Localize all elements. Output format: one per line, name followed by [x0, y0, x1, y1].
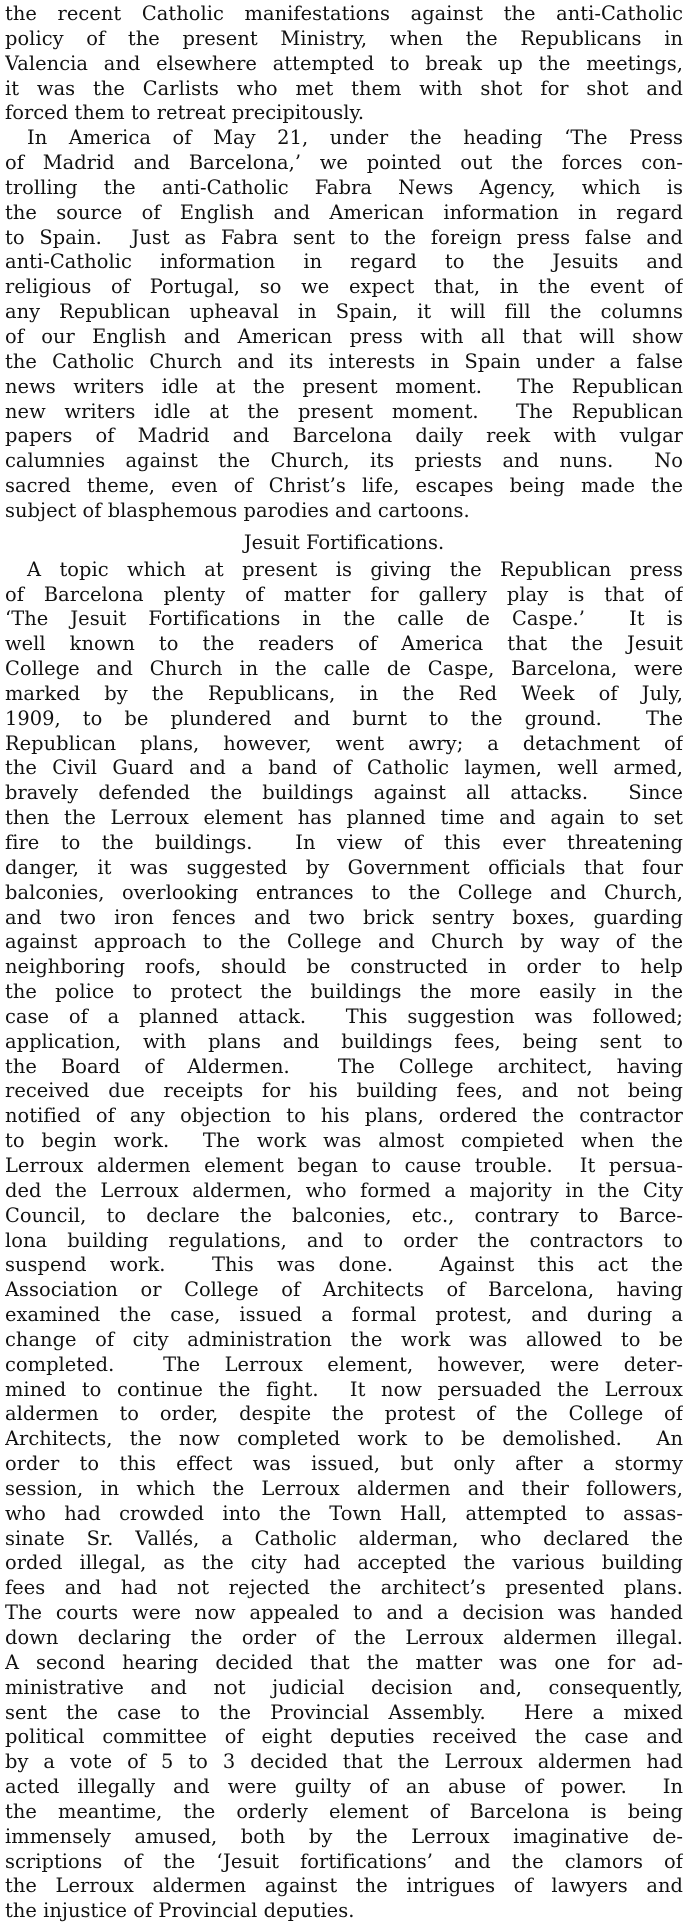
text-line: 1909, to be plundered and burnt to the ground. The	[5, 706, 683, 730]
paragraph-3	[5, 558, 683, 1924]
paragraph-1	[5, 2, 683, 126]
text-line: subject of blasphemous parodies and cartoons.	[5, 498, 470, 522]
text-line: Association or College of Architects of Barcelona, having	[5, 1278, 683, 1302]
paragraph-2	[5, 126, 683, 524]
text-line: application, with plans and buildings fees, being sent to	[5, 1029, 683, 1053]
text-line: the meantime, the orderly element of Barcelona is being	[5, 1799, 683, 1823]
text-line: marked by the Republicans, in the Red Week of July,	[5, 681, 683, 705]
text-line: Valencia and elsewhere attempted to break up the meetings,	[5, 51, 683, 75]
text-line: political committee of eight deputies received the case and	[5, 1725, 683, 1749]
text-line: case of a planned attack. This suggestion was followed;	[5, 1004, 683, 1028]
text-line: A second hearing decided that the matter was one for ad-	[5, 1650, 683, 1674]
text-line: of Barcelona plenty of matter for gallery play is that of	[5, 582, 683, 606]
text-line: the Catholic Church and its interests in Spain under a false	[5, 349, 683, 373]
text-line: received due receipts for his building fees, and not being	[5, 1079, 683, 1103]
text-line: ‘The Jesuit Fortifications in the calle de Caspe.’ It is	[5, 607, 683, 631]
text-line: session, in which the Lerroux aldermen and their followers,	[5, 1476, 683, 1500]
text-line: orded illegal, as the city had accepted the various building	[5, 1551, 683, 1575]
text-line: any Republican upheaval in Spain, it will fill the columns	[5, 300, 683, 324]
text-line: ded the Lerroux aldermen, who formed a majority in the City	[5, 1178, 683, 1202]
text-line: In America of May 21, under the heading ‘The Press	[27, 126, 683, 150]
text-line: Council, to declare the balconies, etc., contrary to Barce-	[5, 1203, 683, 1227]
text-line: the Board of Aldermen. The College architect, having	[5, 1054, 683, 1078]
text-line: religious of Portugal, so we expect that, in the event of	[5, 275, 683, 299]
text-line: Architects, the now completed work to be demolished. An	[5, 1427, 683, 1451]
text-line: A topic which at present is giving the Republican press	[27, 557, 683, 581]
text-line: to Spain. Just as Fabra sent to the foreign press false and	[5, 225, 683, 249]
text-line: the source of English and American information in regard	[5, 200, 683, 224]
text-line: the Civil Guard and a band of Catholic laymen, well armed,	[5, 756, 683, 780]
text-line: bravely defended the buildings against all attacks. Since	[5, 781, 683, 805]
text-line: policy of the present Ministry, when the Republicans in	[5, 26, 683, 50]
text-line: fire to the buildings. In view of this ever threatening	[5, 831, 683, 854]
text-line: lona building regulations, and to order the contractors to	[5, 1228, 683, 1252]
text-line: College and Church in the calle de Caspe, Barcelona, were	[5, 657, 683, 681]
text-line: Lerroux aldermen element began to cause trouble. It persua-	[5, 1153, 683, 1177]
text-line: trolling the anti-Catholic Fabra News Agency, which is	[5, 175, 683, 199]
text-line: acted illegally and were guilty of an abuse of power. In	[5, 1775, 683, 1799]
text-line: of our English and American press with all that will show	[5, 324, 683, 348]
text-line: notified of any objection to his plans, ordered the contractor	[5, 1104, 683, 1128]
text-line: the police to protect the buildings the more easily in the	[5, 980, 683, 1004]
text-line: new writers idle at the present moment. The Republican	[5, 399, 683, 423]
text-line: against approach to the College and Church by way of the	[5, 930, 683, 954]
text-line: news writers idle at the present moment. The Republican	[5, 374, 683, 398]
text-line: sacred theme, even of Christ’s life, escapes being made the	[5, 474, 683, 498]
text-line: mined to continue the fight. It now persuaded the Lerroux	[5, 1377, 683, 1401]
text-line: it was the Carlists who met them with shot for shot and	[5, 76, 683, 100]
text-line: to begin work. The work was almost compieted when the	[5, 1129, 683, 1153]
text-line: and two iron fences and two brick sentry boxes, guarding	[5, 905, 683, 929]
text-line: scriptions of the ‘Jesuit fortifications’ and the clamors of	[5, 1849, 683, 1873]
text-line: who had crowded into the Town Hall, attempted to assas-	[5, 1501, 683, 1525]
text-line: well known to the readers of America that the Jesuit	[5, 632, 683, 656]
text-line: aldermen to order, despite the protest of the College of	[5, 1402, 683, 1426]
text-line: immensely amused, both by the Lerroux imaginative de-	[5, 1824, 683, 1848]
text-line: Republican plans, however, went awry; a detachment of	[5, 731, 683, 755]
text-line: danger, it was suggested by Government officials that four	[5, 855, 683, 879]
text-line: by a vote of 5 to 3 decided that the Lerroux aldermen had	[5, 1750, 683, 1774]
text-line: change of city administration the work was allowed to be	[5, 1327, 683, 1351]
text-line: sent the case to the Provincial Assembly. Here a mixed	[5, 1700, 683, 1724]
text-line: suspend work. This was done. Against this act the	[5, 1253, 683, 1277]
text-line: then the Lerroux element has planned time and again to set	[5, 806, 683, 830]
text-line: examined the case, issued a formal protest, and during a	[5, 1303, 683, 1327]
text-line: of Madrid and Barcelona,’ we pointed out the forces con-	[5, 151, 683, 175]
text-line: order to this effect was issued, but only after a stormy	[5, 1452, 683, 1476]
text-line: papers of Madrid and Barcelona daily reek with vulgar	[5, 424, 683, 448]
text-line: balconies, overlooking entrances to the College and Church,	[5, 880, 683, 904]
text-line: The courts were now appealed to and a decision was handed	[5, 1601, 683, 1625]
text-line: down declaring the order of the Lerroux aldermen illegal.	[5, 1626, 683, 1649]
text-line: the Lerroux aldermen against the intrigues of lawyers and	[5, 1874, 683, 1898]
text-line: the recent Catholic manifestations against the anti-Catholic	[5, 2, 683, 25]
section-heading: Jesuit Fortifications.	[243, 530, 445, 554]
text-line: sinate Sr. Vallés, a Catholic alderman, who declared the	[5, 1526, 683, 1550]
text-line: fees and had not rejected the architect’s presented plans.	[5, 1576, 683, 1600]
text-line: forced them to retreat precipitously.	[5, 101, 365, 125]
text-line: completed. The Lerroux element, however, were deter-	[5, 1352, 683, 1376]
text-line: ministrative and not judicial decision and, consequently,	[5, 1675, 683, 1699]
text-line: neighboring roofs, should be constructed in order to help	[5, 955, 683, 979]
text-line: anti-Catholic information in regard to the Jesuits and	[5, 250, 683, 274]
text-line: calumnies against the Church, its priests and nuns. No	[5, 449, 683, 473]
text-line: the injustice of Provincial deputies.	[5, 1899, 355, 1923]
